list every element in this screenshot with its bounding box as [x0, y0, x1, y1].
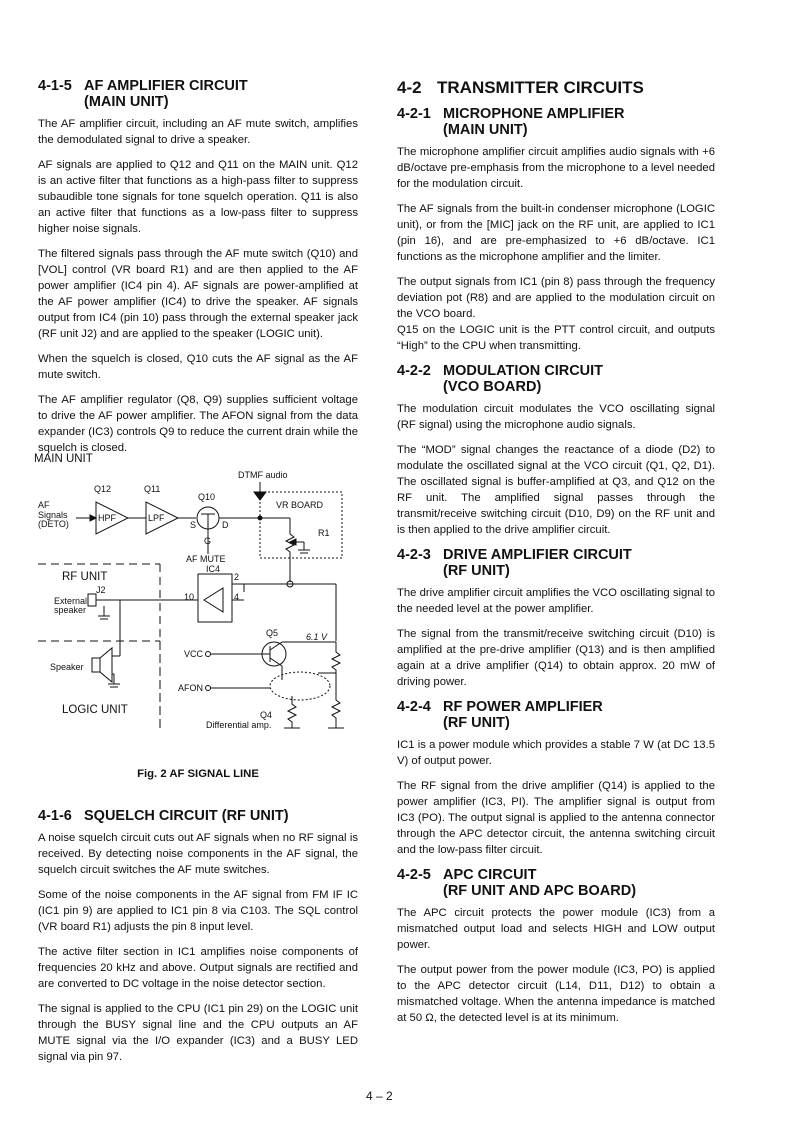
section-title: TRANSMITTER CIRCUITS — [437, 78, 644, 97]
vcc-label: VCC — [184, 649, 204, 659]
paragraph: The signal from the transmit/receive switching circuit (D10) is amplified at the pre-drive amplifier (Q13) and is then amplified again at a drive amplifier (Q14) to obtain approx. 20 mW of driving power. — [397, 628, 715, 688]
j2-label: J2 — [96, 585, 106, 595]
lpf-label: LPF — [148, 513, 165, 523]
paragraph: The “MOD” signal changes the reactance of a diode (D2) to modulate the oscillated signal at the VCO circuit (Q1, Q2, D1). The oscillated signal is buffer-amplified at Q3, and Q12 on the RF unit. The amplified signal passes through the transmit/receive switching circuit (D10, D9) on the RF unit and is then applied to the drive amplifier circuit. — [397, 444, 715, 536]
pin-4-label: 4 — [234, 592, 240, 602]
paragraph: IC1 is a power module which provides a stable 7 W (at DC 13.5 V) of output power. — [397, 739, 715, 767]
section-4-2-4-heading — [397, 699, 715, 731]
section-subtitle: (MAIN UNIT) — [443, 122, 528, 138]
section-title: MODULATION CIRCUIT — [443, 363, 604, 379]
paragraph: The AF amplifier circuit, including an AF mute switch, amplifies the demodulated signal to drive a speaker. — [38, 118, 358, 146]
r1-label: R1 — [318, 528, 330, 538]
paragraph: The filtered signals pass through the AF mute switch (Q10) and [VOL] control (VR board R1) and are then applied to the AF power amplifier (IC4 pin 4). AF signals are power-amplified at the AF power amplifier (IC4) to drive the speaker. AF signals output from IC4 (pin 10) pass through the external speaker jack (RF unit J2) and are applied to the speaker (LOGIC unit). — [38, 248, 358, 340]
section-subtitle: (VCO BOARD) — [443, 379, 542, 395]
voltage-label: 6.1 V — [306, 632, 328, 642]
vr-board-label: VR BOARD — [276, 500, 324, 510]
section-title: DRIVE AMPLIFIER CIRCUIT — [443, 547, 632, 563]
rf-unit-label: RF UNIT — [62, 571, 108, 583]
section-number: 4-2-1 — [397, 106, 431, 122]
section-number: 4-1-5 — [38, 78, 72, 94]
q12-label: Q12 — [94, 484, 112, 494]
paragraph: When the squelch is closed, Q10 cuts the AF signal as the AF mute switch. — [38, 353, 358, 381]
section-number: 4-2-2 — [397, 363, 431, 379]
q4-label: Q4 — [260, 710, 273, 720]
section-title: MICROPHONE AMPLIFIER — [443, 106, 625, 122]
external-speaker-label: speaker — [54, 605, 87, 615]
pin-10-label: 10 — [184, 592, 195, 602]
q5-label: Q5 — [266, 628, 279, 638]
paragraph: The modulation circuit modulates the VCO oscillating signal (RF signal) using the microphone audio signals. — [397, 403, 715, 431]
section-number: 4-2-4 — [397, 699, 431, 715]
left-column — [34, 78, 358, 1074]
paragraph: The AF signals from the built-in condenser microphone (LOGIC unit), or from the [MIC] jack on the RF unit, are applied to IC1 (pin 16), and are pre-emphasized to +6 dB/octave. IC1 functions as the microphone amplifier and the limiter. — [397, 203, 715, 263]
right-column — [397, 78, 715, 1035]
section-number: 4-2-5 — [397, 867, 431, 883]
paragraph: AF signals are applied to Q12 and Q11 on the MAIN unit. Q12 is an active filter that functions as a high-pass filter to suppress subaudible tone signals for tone squelch operation. Q11 is also an active filter that functions as a low-pass filter to suppress higher noise signals. — [38, 159, 358, 235]
logic-unit-label: LOGIC UNIT — [62, 704, 128, 716]
differential-amp-label: Differential amp. — [206, 720, 272, 730]
af-label: AF — [38, 500, 50, 510]
section-number: 4-1-6 — [38, 808, 72, 824]
section-title: AF AMPLIFIER CIRCUIT — [84, 78, 248, 94]
section-title: APC CIRCUIT — [443, 867, 537, 883]
paragraph: The signal is applied to the CPU (IC1 pin 29) on the LOGIC unit through the BUSY signal line and the CPU outputs an AF MUTE signal via the I/O expander (IC3) and a BUSY LED signal via pin 97. — [38, 1003, 358, 1063]
section-number: 4-2 — [397, 78, 422, 97]
section-4-1-5-heading — [38, 78, 358, 110]
section-4-1-6-heading — [38, 808, 358, 824]
paragraph: The drive amplifier circuit amplifies the VCO oscillating signal to the needed level at the power amplifier. — [397, 587, 715, 615]
af-mute-label: AF MUTE — [186, 554, 226, 564]
ic4-label: IC4 — [206, 564, 221, 574]
page-number: 4 – 2 — [366, 1089, 393, 1103]
section-subtitle: (RF UNIT AND APC BOARD) — [443, 883, 637, 899]
section-4-2-3-heading — [397, 547, 715, 579]
q11-label: Q11 — [144, 484, 161, 494]
main-unit-label: MAIN UNIT — [34, 453, 93, 465]
afon-label: AFON — [178, 683, 204, 693]
dtmf-label: DTMF audio — [238, 470, 288, 480]
source-label: S — [190, 520, 197, 530]
paragraph: The microphone amplifier circuit amplifies audio signals with +6 dB/octave pre-emphasis from the microphone to a level needed for the modulation circuit. — [397, 146, 715, 190]
figure-caption: Fig. 2 AF SIGNAL LINE — [137, 768, 259, 780]
section-subtitle: (RF UNIT) — [443, 563, 510, 579]
speaker-label: Speaker — [50, 662, 84, 672]
paragraph: The active filter section in IC1 amplifies noise components of frequencies 20 kHz and above. Output signals are rectified and are converted to DC voltage in the noise detector section. — [38, 946, 358, 990]
section-title: RF POWER AMPLIFIER — [443, 699, 603, 715]
paragraph: Q15 on the LOGIC unit is the PTT control circuit, and outputs “High” to the CPU when transmitting. — [397, 324, 715, 352]
section-4-2-5-heading — [397, 867, 715, 899]
af-signal-line-figure — [34, 453, 358, 758]
section-number: 4-2-3 — [397, 547, 431, 563]
external-label: External — [54, 596, 88, 606]
paragraph: The output signals from IC1 (pin 8) pass through the frequency deviation pot (R8) and are applied to the modulation circuit on the VCO board. — [397, 276, 715, 320]
section-subtitle: (MAIN UNIT) — [84, 94, 169, 110]
hpf-label: HPF — [98, 513, 116, 523]
section-4-2-2-heading — [397, 363, 715, 395]
section-title: SQUELCH CIRCUIT (RF UNIT) — [84, 808, 289, 824]
paragraph: The RF signal from the drive amplifier (Q14) is applied to the power amplifier (IC3, PI). The amplifier signal is output from IC3 (PO). The output signal is applied to the antenna connector through the APC detector circuit, the antenna switching circuit and the low-pass filter circuit. — [397, 780, 715, 856]
signals-label: Signals — [38, 510, 68, 520]
section-4-2-heading — [397, 78, 715, 98]
paragraph: A noise squelch circuit cuts out AF signals when no RF signal is received. By detecting noise components in the AF signal, the squelch circuit switches the AF mute switches. — [38, 832, 358, 876]
paragraph: The output power from the power module (IC3, PO) is applied to the APC detector circuit (L14, D11, D12) to obtain a mismatched voltage. When the antenna impedance is matched at 50 Ω, the detected level is at its minimum. — [397, 964, 715, 1024]
section-subtitle: (RF UNIT) — [443, 715, 510, 731]
paragraph: The AF amplifier regulator (Q8, Q9) supplies sufficient voltage to drive the AF power amplifier. The AFON signal from the data expander (IC3) controls Q9 to reduce the current drain while the squelch is closed. — [38, 394, 358, 454]
q10-label: Q10 — [198, 492, 216, 502]
paragraph: Some of the noise components in the AF signal from FM IF IC (IC1 pin 9) are applied to IC1 pin 8 via C103. The SQL control (VR board R1) adjusts the pin 8 input level. — [38, 889, 358, 933]
deto-label: (DETO) — [38, 519, 69, 529]
pin-2-label: 2 — [234, 572, 240, 582]
drain-label: D — [222, 520, 229, 530]
paragraph: The APC circuit protects the power module (IC3) from a mismatched output load and selects HIGH and LOW output power. — [397, 907, 715, 951]
section-4-2-1-heading — [397, 106, 715, 138]
gate-label: G — [204, 536, 212, 546]
